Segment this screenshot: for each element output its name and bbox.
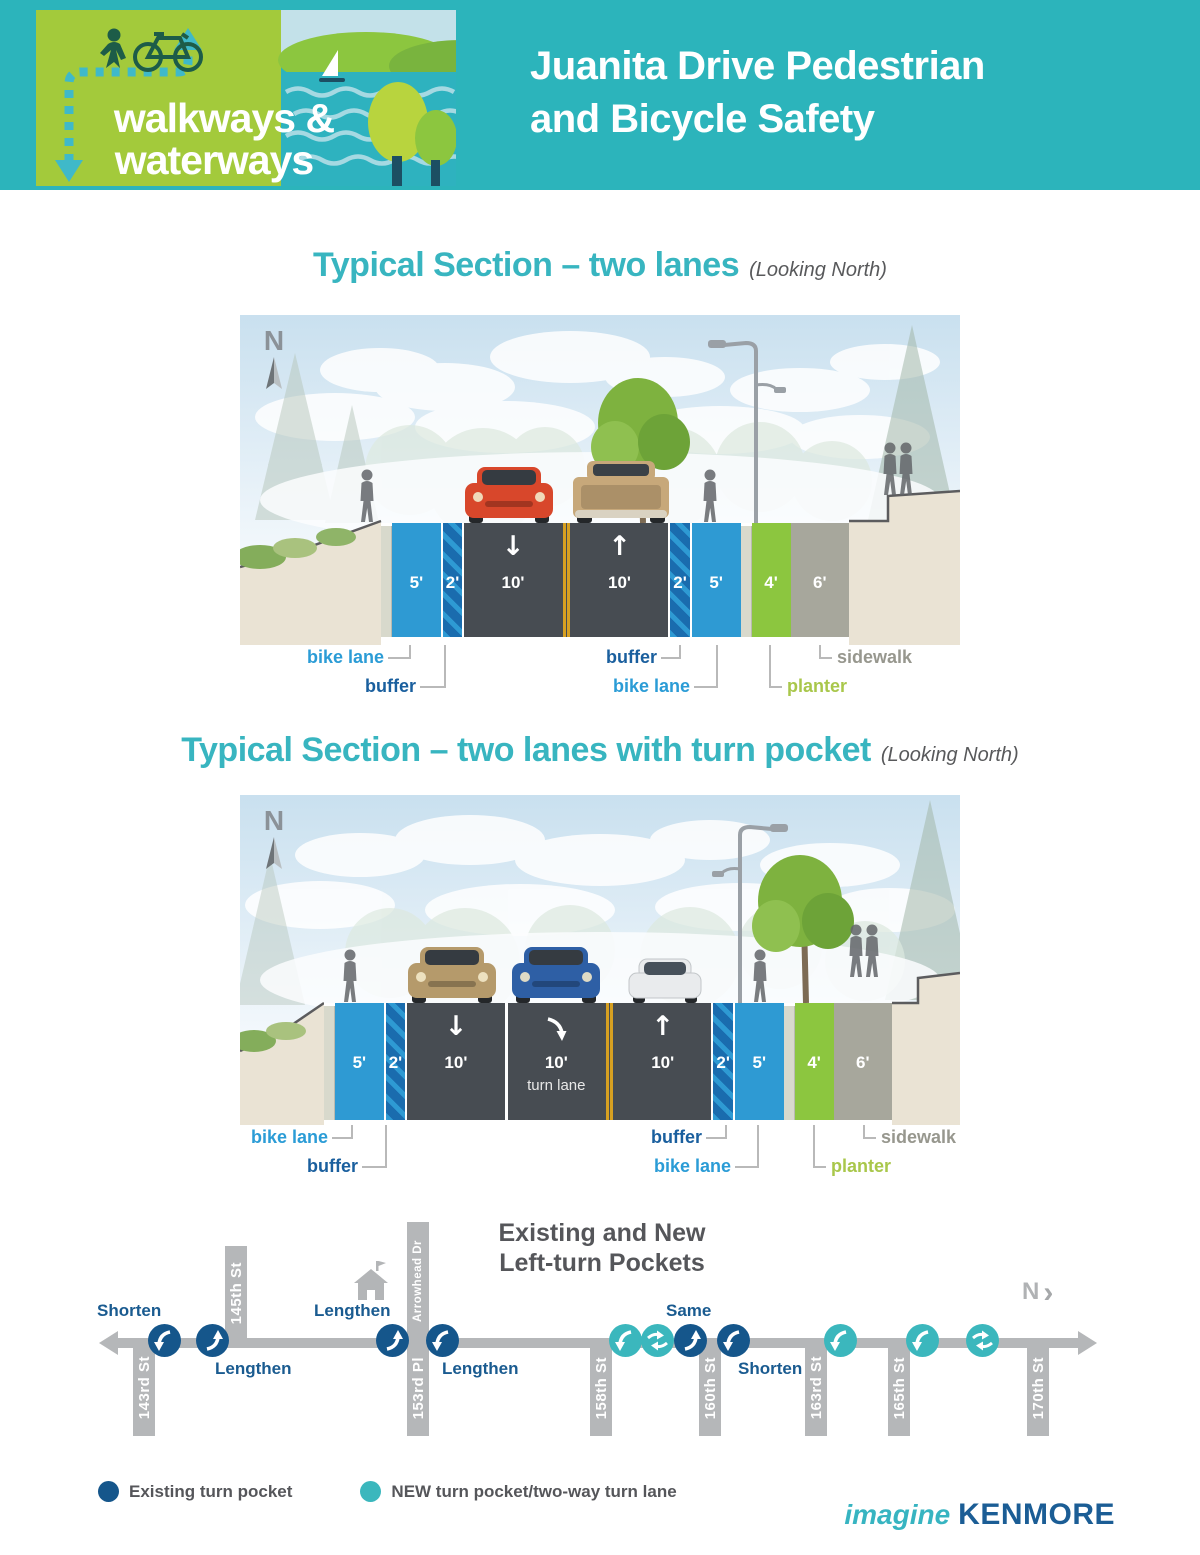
page-title-line2: and Bicycle Safety <box>530 97 875 142</box>
section1-callouts <box>240 645 960 705</box>
section1-heading-text: Typical Section – two lanes <box>313 246 740 284</box>
blue-suv-icon <box>512 947 600 1003</box>
school-house-icon <box>354 1258 390 1300</box>
existing-turn-pocket-marker <box>717 1324 750 1357</box>
callout-bike-lane-right: bike lane <box>612 676 690 696</box>
north-letter: N <box>263 805 285 836</box>
curb <box>324 1003 335 1120</box>
existing-turn-pocket-marker <box>148 1324 181 1357</box>
existing-turn-pocket-marker <box>196 1324 229 1357</box>
travel-lane-south <box>464 523 562 637</box>
lane-width-label: 10' <box>444 1053 468 1072</box>
up-turn-icon <box>674 1324 707 1357</box>
callout-buffer-right: buffer <box>651 1127 702 1147</box>
callout-buffer-left: buffer <box>307 1156 358 1176</box>
section1-heading <box>0 246 1200 285</box>
planter-band <box>795 1003 834 1120</box>
action-label: Shorten <box>738 1359 803 1378</box>
page-title <box>530 40 985 146</box>
bike-lane-band-right <box>735 1003 784 1120</box>
lane-width-label: 2' <box>716 1053 730 1072</box>
buffer-band-right <box>711 1003 734 1120</box>
section2-callouts <box>240 1125 960 1185</box>
street-name: 143rd St <box>135 1356 153 1420</box>
left-turn-icon <box>148 1324 181 1357</box>
left-turn-icon <box>426 1324 459 1357</box>
center-turn-lane <box>508 1003 605 1120</box>
existing-turn-pocket-marker <box>426 1324 459 1357</box>
callout-sidewalk: sidewalk <box>837 647 913 667</box>
section2-subheading: (Looking North) <box>880 744 1019 766</box>
action-label: Same <box>666 1301 712 1320</box>
pockets-title <box>0 1218 1200 1278</box>
new-turn-pocket-marker <box>609 1324 642 1357</box>
left-turn-icon <box>824 1324 857 1357</box>
up-turn-icon <box>376 1324 409 1357</box>
cross-section-two-lanes <box>240 315 960 645</box>
street-stub <box>407 1222 429 1340</box>
tan-jeep-icon <box>408 947 496 1003</box>
two-way-turn-icon <box>641 1324 674 1357</box>
left-turn-icon <box>906 1324 939 1357</box>
white-car-icon <box>629 959 701 1003</box>
red-car-icon <box>465 467 553 523</box>
lane-width-label: 10' <box>651 1053 675 1072</box>
left-turn-icon <box>609 1324 642 1357</box>
street-name: 163rd St <box>807 1356 825 1420</box>
left-turn-icon <box>717 1324 750 1357</box>
lane-width-label: 5' <box>709 573 723 592</box>
street-name: 145th St <box>227 1261 245 1325</box>
sidewalk-band <box>834 1003 892 1120</box>
legend-new-label: NEW turn pocket/two-way turn lane <box>391 1481 677 1501</box>
bike-lane-band-left <box>335 1003 384 1120</box>
imagine-kenmore-logo <box>844 1498 1115 1532</box>
curb <box>741 523 752 637</box>
street-name: 158th St <box>592 1356 610 1420</box>
street-name: 165th St <box>890 1356 908 1420</box>
buffer-band-left <box>384 1003 407 1120</box>
action-label: Shorten <box>97 1301 162 1320</box>
action-label: Lengthen <box>442 1359 519 1378</box>
page-title-line1: Juanita Drive Pedestrian <box>530 44 985 88</box>
north-compass <box>256 807 292 869</box>
new-turn-pocket-marker <box>641 1324 674 1357</box>
lane-width-label: 2' <box>673 573 687 592</box>
header-banner <box>0 0 1200 190</box>
two-way-turn-icon <box>966 1324 999 1357</box>
lane-width-label: 4' <box>807 1053 821 1072</box>
turn-arrow-icon <box>541 1015 571 1045</box>
north-compass <box>256 327 292 389</box>
new-turn-pocket-marker <box>906 1324 939 1357</box>
compass-arrow-icon <box>266 357 282 389</box>
street-name: 170th St <box>1029 1356 1047 1420</box>
bike-lane-band-left <box>392 523 441 637</box>
cross-section-turn-pocket <box>240 795 960 1125</box>
existing-turn-pocket-dot <box>98 1481 119 1502</box>
double-yellow-centerline <box>562 523 571 637</box>
lane-width-label: 5' <box>352 1053 367 1072</box>
down-arrow-icon: ↓ <box>501 531 525 562</box>
existing-turn-pocket-marker <box>674 1324 707 1357</box>
up-arrow-icon: ↑ <box>651 1011 675 1042</box>
street-name: 160th St <box>701 1356 719 1420</box>
buffer-band-right <box>668 523 692 637</box>
down-arrow-icon: ↓ <box>444 1011 468 1042</box>
lane-width-label: 10' <box>608 573 631 592</box>
pockets-title-line1: Existing and New <box>498 1219 706 1247</box>
callout-bike-lane-right: bike lane <box>653 1156 731 1176</box>
sidewalk-band <box>791 523 850 637</box>
compass-arrow-icon <box>266 837 282 869</box>
curb <box>381 523 392 637</box>
lane-width-label: 5' <box>752 1053 766 1072</box>
road-cross-section-strip <box>324 1003 892 1120</box>
callout-sidewalk: sidewalk <box>881 1127 957 1147</box>
callout-buffer-right: buffer <box>606 647 657 667</box>
lane-width-label: 6' <box>856 1053 870 1072</box>
callout-bike-lane-left: bike lane <box>250 1127 328 1147</box>
up-turn-icon <box>196 1324 229 1357</box>
callout-planter: planter <box>831 1156 892 1176</box>
up-arrow-icon: ↑ <box>608 531 631 562</box>
street-name: Arrowhead Dr <box>412 1239 424 1323</box>
legend <box>98 1481 677 1502</box>
existing-turn-pocket-marker <box>376 1324 409 1357</box>
section2-heading <box>0 731 1200 770</box>
lane-width-label: 10' <box>501 573 525 592</box>
lane-width-label: 2' <box>445 573 460 592</box>
new-turn-pocket-dot <box>360 1481 381 1502</box>
planter-band <box>752 523 791 637</box>
left-turn-pockets-map <box>0 1210 1200 1460</box>
action-label: Lengthen <box>314 1301 391 1320</box>
walkways-waterways-logo <box>36 10 456 186</box>
logo-text-line1: walkways & <box>113 95 335 141</box>
tan-truck-icon <box>573 461 669 523</box>
action-label: Lengthen <box>215 1359 292 1378</box>
travel-lane-north <box>614 1003 711 1120</box>
travel-lane-south <box>407 1003 504 1120</box>
section2-heading-text: Typical Section – two lanes with turn pocket <box>181 731 871 769</box>
double-yellow-centerline <box>605 1003 614 1120</box>
new-turn-pocket-marker <box>966 1324 999 1357</box>
legend-existing-label: Existing turn pocket <box>129 1481 293 1501</box>
turn-lane-label: turn lane <box>527 1077 586 1094</box>
lane-width-label: 5' <box>409 573 424 592</box>
lane-width-label: 2' <box>388 1053 403 1072</box>
section1-subheading: (Looking North) <box>749 259 887 281</box>
callout-bike-lane-left: bike lane <box>306 647 384 667</box>
north-letter: N <box>1022 1278 1040 1305</box>
callout-planter: planter <box>787 676 848 696</box>
lane-width-label: 6' <box>813 573 827 592</box>
street-name: 153rd Pl <box>409 1356 427 1420</box>
buffer-band-left <box>441 523 465 637</box>
footer-imagine: imagine <box>844 1499 951 1530</box>
curb <box>784 1003 795 1120</box>
north-chevron-icon: › <box>1043 1276 1054 1309</box>
footer-kenmore: KENMORE <box>958 1498 1115 1531</box>
travel-lane-north <box>571 523 669 637</box>
pockets-title-line2: Left-turn Pockets <box>499 1249 705 1277</box>
street-stub <box>1027 1340 1049 1436</box>
new-turn-pocket-marker <box>824 1324 857 1357</box>
lane-width-label: 4' <box>764 573 778 592</box>
bike-lane-band-right <box>692 523 741 637</box>
north-indicator <box>1022 1276 1053 1310</box>
callout-buffer-left: buffer <box>365 676 416 696</box>
logo-text-line2: waterways <box>114 137 314 183</box>
lane-width-label: 10' <box>544 1053 568 1072</box>
north-letter: N <box>263 325 285 356</box>
road-cross-section-strip <box>381 523 849 637</box>
